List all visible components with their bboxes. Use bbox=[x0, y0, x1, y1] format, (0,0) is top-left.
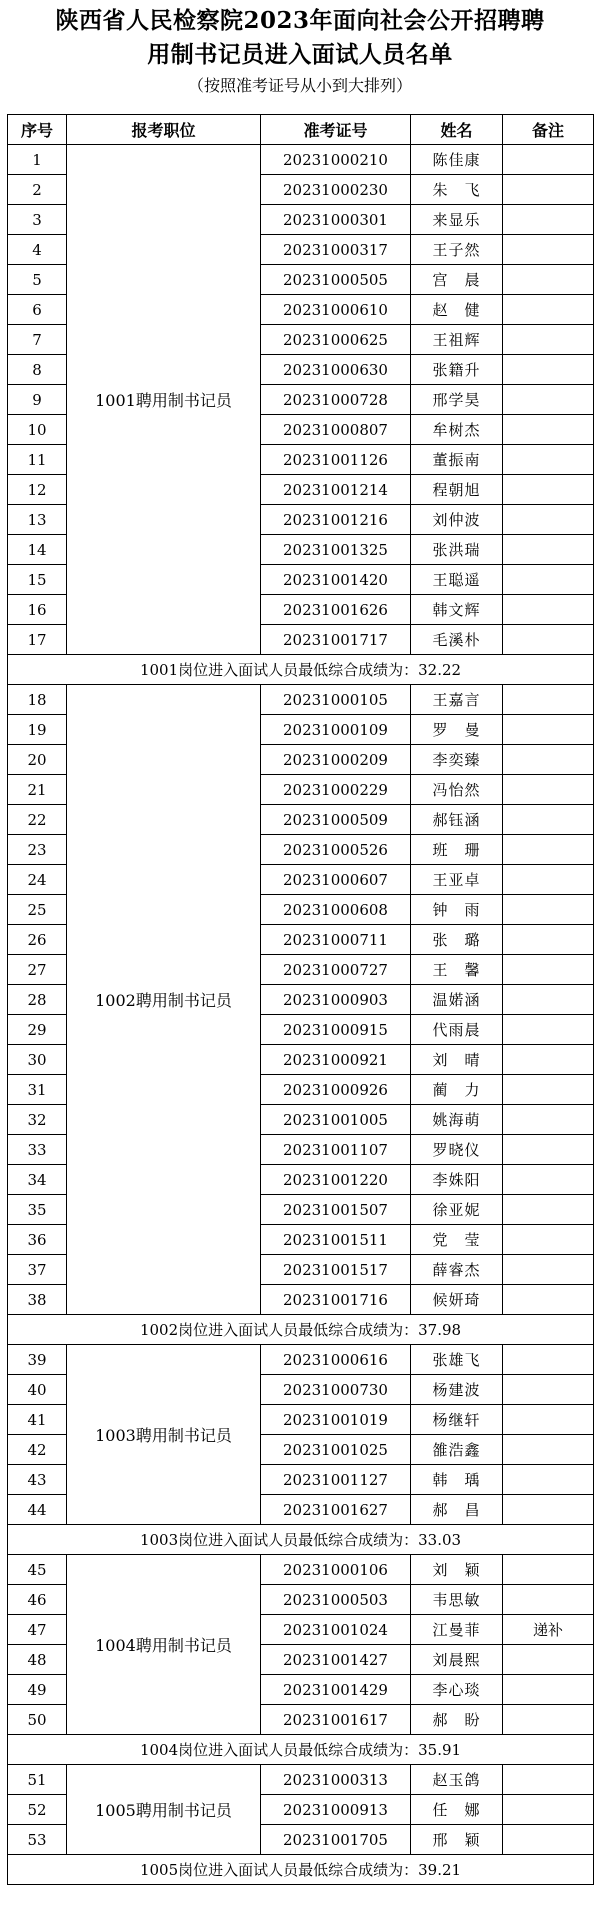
title-line-1: 陕西省人民检察院2023年面向社会公开招聘聘 bbox=[55, 7, 545, 34]
note-cell bbox=[503, 1585, 594, 1615]
exam-id-cell: 20231000728 bbox=[261, 385, 411, 415]
serial-cell: 42 bbox=[8, 1435, 67, 1465]
serial-cell: 26 bbox=[8, 925, 67, 955]
serial-cell: 8 bbox=[8, 355, 67, 385]
candidate-name-cell: 陈佳康 bbox=[411, 145, 503, 175]
serial-cell: 47 bbox=[8, 1615, 67, 1645]
candidate-name-cell: 刘 颖 bbox=[411, 1555, 503, 1585]
candidate-name-cell: 徐亚妮 bbox=[411, 1195, 503, 1225]
position-cell: 1005聘用制书记员 bbox=[67, 1765, 261, 1855]
min-score-summary: 1002岗位进入面试人员最低综合成绩为：37.98 bbox=[8, 1315, 594, 1345]
summary-row bbox=[8, 655, 594, 685]
serial-cell: 2 bbox=[8, 175, 67, 205]
serial-cell: 21 bbox=[8, 775, 67, 805]
exam-id-cell: 20231000109 bbox=[261, 715, 411, 745]
candidate-name-cell: 毛溪朴 bbox=[411, 625, 503, 655]
note-cell bbox=[503, 445, 594, 475]
serial-cell: 35 bbox=[8, 1195, 67, 1225]
exam-id-cell: 20231000608 bbox=[261, 895, 411, 925]
min-score-summary: 1004岗位进入面试人员最低综合成绩为：35.91 bbox=[8, 1735, 594, 1765]
candidate-name-cell: 赵 健 bbox=[411, 295, 503, 325]
serial-cell: 11 bbox=[8, 445, 67, 475]
serial-cell: 5 bbox=[8, 265, 67, 295]
note-cell bbox=[503, 835, 594, 865]
note-cell bbox=[503, 1165, 594, 1195]
candidate-name-cell: 刘 晴 bbox=[411, 1045, 503, 1075]
serial-cell: 40 bbox=[8, 1375, 67, 1405]
table-row bbox=[8, 1765, 594, 1795]
exam-id-cell: 20231001627 bbox=[261, 1495, 411, 1525]
serial-cell: 45 bbox=[8, 1555, 67, 1585]
candidate-name-cell: 王 馨 bbox=[411, 955, 503, 985]
note-cell bbox=[503, 415, 594, 445]
candidate-name-cell: 张洪瑞 bbox=[411, 535, 503, 565]
exam-id-cell: 20231001427 bbox=[261, 1645, 411, 1675]
exam-id-cell: 20231000106 bbox=[261, 1555, 411, 1585]
note-cell bbox=[503, 1795, 594, 1825]
exam-id-cell: 20231001507 bbox=[261, 1195, 411, 1225]
candidate-table bbox=[7, 114, 594, 1885]
candidate-name-cell: 王聪遥 bbox=[411, 565, 503, 595]
serial-cell: 41 bbox=[8, 1405, 67, 1435]
exam-id-cell: 20231001420 bbox=[261, 565, 411, 595]
header-position: 报考职位 bbox=[67, 115, 261, 145]
note-cell bbox=[503, 805, 594, 835]
exam-id-cell: 20231001617 bbox=[261, 1705, 411, 1735]
note-cell bbox=[503, 895, 594, 925]
min-score-summary: 1003岗位进入面试人员最低综合成绩为：33.03 bbox=[8, 1525, 594, 1555]
serial-cell: 3 bbox=[8, 205, 67, 235]
candidate-name-cell: 郝钰涵 bbox=[411, 805, 503, 835]
serial-cell: 37 bbox=[8, 1255, 67, 1285]
serial-cell: 31 bbox=[8, 1075, 67, 1105]
serial-cell: 46 bbox=[8, 1585, 67, 1615]
exam-id-cell: 20231001126 bbox=[261, 445, 411, 475]
note-cell bbox=[503, 985, 594, 1015]
exam-id-cell: 20231000921 bbox=[261, 1045, 411, 1075]
serial-cell: 27 bbox=[8, 955, 67, 985]
serial-cell: 7 bbox=[8, 325, 67, 355]
candidate-name-cell: 张雄飞 bbox=[411, 1345, 503, 1375]
note-cell bbox=[503, 175, 594, 205]
candidate-name-cell: 杨建波 bbox=[411, 1375, 503, 1405]
candidate-name-cell: 王嘉言 bbox=[411, 685, 503, 715]
min-score-summary: 1001岗位进入面试人员最低综合成绩为：32.22 bbox=[8, 655, 594, 685]
serial-cell: 36 bbox=[8, 1225, 67, 1255]
candidate-name-cell: 李奕臻 bbox=[411, 745, 503, 775]
serial-cell: 49 bbox=[8, 1675, 67, 1705]
candidate-name-cell: 韩 瑀 bbox=[411, 1465, 503, 1495]
serial-cell: 20 bbox=[8, 745, 67, 775]
serial-cell: 28 bbox=[8, 985, 67, 1015]
title-line-2: 用制书记员进入面试人员名单 bbox=[147, 41, 453, 68]
table-row bbox=[8, 1345, 594, 1375]
table-body bbox=[8, 145, 594, 1885]
serial-cell: 50 bbox=[8, 1705, 67, 1735]
exam-id-cell: 20231001717 bbox=[261, 625, 411, 655]
candidate-name-cell: 刘晨熙 bbox=[411, 1645, 503, 1675]
candidate-name-cell: 程朝旭 bbox=[411, 475, 503, 505]
serial-cell: 12 bbox=[8, 475, 67, 505]
serial-cell: 25 bbox=[8, 895, 67, 925]
serial-cell: 18 bbox=[8, 685, 67, 715]
note-cell bbox=[503, 595, 594, 625]
note-cell: 递补 bbox=[503, 1615, 594, 1645]
candidate-name-cell: 罗 曼 bbox=[411, 715, 503, 745]
note-cell bbox=[503, 355, 594, 385]
summary-row bbox=[8, 1525, 594, 1555]
note-cell bbox=[503, 1285, 594, 1315]
exam-id-cell: 20231000730 bbox=[261, 1375, 411, 1405]
exam-id-cell: 20231001019 bbox=[261, 1405, 411, 1435]
exam-id-cell: 20231001325 bbox=[261, 535, 411, 565]
exam-id-cell: 20231000317 bbox=[261, 235, 411, 265]
note-cell bbox=[503, 715, 594, 745]
note-cell bbox=[503, 1435, 594, 1465]
exam-id-cell: 20231000727 bbox=[261, 955, 411, 985]
exam-id-cell: 20231001024 bbox=[261, 1615, 411, 1645]
position-cell: 1003聘用制书记员 bbox=[67, 1345, 261, 1525]
candidate-name-cell: 郝 昌 bbox=[411, 1495, 503, 1525]
candidate-name-cell: 董振南 bbox=[411, 445, 503, 475]
candidate-name-cell: 朱 飞 bbox=[411, 175, 503, 205]
note-cell bbox=[503, 865, 594, 895]
position-cell: 1001聘用制书记员 bbox=[67, 145, 261, 655]
note-cell bbox=[503, 1705, 594, 1735]
note-cell bbox=[503, 1675, 594, 1705]
serial-cell: 34 bbox=[8, 1165, 67, 1195]
candidate-name-cell: 蔺 力 bbox=[411, 1075, 503, 1105]
exam-id-cell: 20231000903 bbox=[261, 985, 411, 1015]
exam-id-cell: 20231000313 bbox=[261, 1765, 411, 1795]
exam-id-cell: 20231000210 bbox=[261, 145, 411, 175]
exam-id-cell: 20231001107 bbox=[261, 1135, 411, 1165]
candidate-name-cell: 王子然 bbox=[411, 235, 503, 265]
note-cell bbox=[503, 1765, 594, 1795]
candidate-name-cell: 宫 晨 bbox=[411, 265, 503, 295]
exam-id-cell: 20231000209 bbox=[261, 745, 411, 775]
candidate-name-cell: 薛睿杰 bbox=[411, 1255, 503, 1285]
note-cell bbox=[503, 1015, 594, 1045]
candidate-name-cell: 雒浩鑫 bbox=[411, 1435, 503, 1465]
serial-cell: 43 bbox=[8, 1465, 67, 1495]
note-cell bbox=[503, 775, 594, 805]
serial-cell: 22 bbox=[8, 805, 67, 835]
exam-id-cell: 20231000913 bbox=[261, 1795, 411, 1825]
note-cell bbox=[503, 1105, 594, 1135]
exam-id-cell: 20231001220 bbox=[261, 1165, 411, 1195]
exam-id-cell: 20231001005 bbox=[261, 1105, 411, 1135]
serial-cell: 30 bbox=[8, 1045, 67, 1075]
note-cell bbox=[503, 565, 594, 595]
exam-id-cell: 20231001216 bbox=[261, 505, 411, 535]
note-cell bbox=[503, 505, 594, 535]
candidate-name-cell: 韦思敏 bbox=[411, 1585, 503, 1615]
candidate-name-cell: 班 珊 bbox=[411, 835, 503, 865]
exam-id-cell: 20231000607 bbox=[261, 865, 411, 895]
summary-row bbox=[8, 1315, 594, 1345]
exam-id-cell: 20231001127 bbox=[261, 1465, 411, 1495]
exam-id-cell: 20231001705 bbox=[261, 1825, 411, 1855]
serial-cell: 1 bbox=[8, 145, 67, 175]
candidate-name-cell: 邢学昊 bbox=[411, 385, 503, 415]
note-cell bbox=[503, 535, 594, 565]
document-subtitle: （按照准考证号从小到大排列） bbox=[187, 76, 412, 95]
candidate-name-cell: 李姝阳 bbox=[411, 1165, 503, 1195]
exam-id-cell: 20231000509 bbox=[261, 805, 411, 835]
note-cell bbox=[503, 145, 594, 175]
candidate-name-cell: 李心琰 bbox=[411, 1675, 503, 1705]
candidate-name-cell: 党 莹 bbox=[411, 1225, 503, 1255]
exam-id-cell: 20231001517 bbox=[261, 1255, 411, 1285]
exam-id-cell: 20231000926 bbox=[261, 1075, 411, 1105]
exam-id-cell: 20231000230 bbox=[261, 175, 411, 205]
exam-id-cell: 20231000630 bbox=[261, 355, 411, 385]
candidate-name-cell: 王亚卓 bbox=[411, 865, 503, 895]
min-score-summary: 1005岗位进入面试人员最低综合成绩为：39.21 bbox=[8, 1855, 594, 1885]
exam-id-cell: 20231000610 bbox=[261, 295, 411, 325]
serial-cell: 15 bbox=[8, 565, 67, 595]
note-cell bbox=[503, 685, 594, 715]
serial-cell: 14 bbox=[8, 535, 67, 565]
note-cell bbox=[503, 1045, 594, 1075]
exam-id-cell: 20231001429 bbox=[261, 1675, 411, 1705]
table-row bbox=[8, 1555, 594, 1585]
note-cell bbox=[503, 1135, 594, 1165]
candidate-name-cell: 杨继轩 bbox=[411, 1405, 503, 1435]
candidate-name-cell: 来显乐 bbox=[411, 205, 503, 235]
note-cell bbox=[503, 325, 594, 355]
candidate-name-cell: 郝 盼 bbox=[411, 1705, 503, 1735]
note-cell bbox=[503, 1825, 594, 1855]
note-cell bbox=[503, 475, 594, 505]
serial-cell: 13 bbox=[8, 505, 67, 535]
note-cell bbox=[503, 1195, 594, 1225]
serial-cell: 24 bbox=[8, 865, 67, 895]
note-cell bbox=[503, 1645, 594, 1675]
note-cell bbox=[503, 235, 594, 265]
note-cell bbox=[503, 1495, 594, 1525]
note-cell bbox=[503, 745, 594, 775]
table-row bbox=[8, 685, 594, 715]
header-note: 备注 bbox=[503, 115, 594, 145]
serial-cell: 23 bbox=[8, 835, 67, 865]
exam-id-cell: 20231000105 bbox=[261, 685, 411, 715]
serial-cell: 53 bbox=[8, 1825, 67, 1855]
serial-cell: 16 bbox=[8, 595, 67, 625]
serial-cell: 17 bbox=[8, 625, 67, 655]
note-cell bbox=[503, 265, 594, 295]
candidate-name-cell: 王祖辉 bbox=[411, 325, 503, 355]
serial-cell: 19 bbox=[8, 715, 67, 745]
serial-cell: 32 bbox=[8, 1105, 67, 1135]
note-cell bbox=[503, 1255, 594, 1285]
note-cell bbox=[503, 1225, 594, 1255]
serial-cell: 29 bbox=[8, 1015, 67, 1045]
serial-cell: 33 bbox=[8, 1135, 67, 1165]
candidate-name-cell: 刘仲波 bbox=[411, 505, 503, 535]
candidate-name-cell: 温婼涵 bbox=[411, 985, 503, 1015]
exam-id-cell: 20231000625 bbox=[261, 325, 411, 355]
note-cell bbox=[503, 1075, 594, 1105]
candidate-name-cell: 冯怡然 bbox=[411, 775, 503, 805]
serial-cell: 4 bbox=[8, 235, 67, 265]
serial-cell: 10 bbox=[8, 415, 67, 445]
note-cell bbox=[503, 1555, 594, 1585]
candidate-name-cell: 张籍升 bbox=[411, 355, 503, 385]
note-cell bbox=[503, 1375, 594, 1405]
document-title bbox=[0, 0, 600, 72]
header-serial: 序号 bbox=[8, 115, 67, 145]
note-cell bbox=[503, 385, 594, 415]
exam-id-cell: 20231001511 bbox=[261, 1225, 411, 1255]
exam-id-cell: 20231001214 bbox=[261, 475, 411, 505]
summary-row bbox=[8, 1855, 594, 1885]
header-exam-id: 准考证号 bbox=[261, 115, 411, 145]
exam-id-cell: 20231000503 bbox=[261, 1585, 411, 1615]
exam-id-cell: 20231000915 bbox=[261, 1015, 411, 1045]
note-cell bbox=[503, 955, 594, 985]
note-cell bbox=[503, 625, 594, 655]
candidate-name-cell: 赵玉鸽 bbox=[411, 1765, 503, 1795]
candidate-name-cell: 任 娜 bbox=[411, 1795, 503, 1825]
serial-cell: 48 bbox=[8, 1645, 67, 1675]
exam-id-cell: 20231000505 bbox=[261, 265, 411, 295]
serial-cell: 51 bbox=[8, 1765, 67, 1795]
exam-id-cell: 20231000616 bbox=[261, 1345, 411, 1375]
note-cell bbox=[503, 1405, 594, 1435]
header-name: 姓名 bbox=[411, 115, 503, 145]
serial-cell: 38 bbox=[8, 1285, 67, 1315]
exam-id-cell: 20231000229 bbox=[261, 775, 411, 805]
note-cell bbox=[503, 925, 594, 955]
serial-cell: 39 bbox=[8, 1345, 67, 1375]
exam-id-cell: 20231001025 bbox=[261, 1435, 411, 1465]
serial-cell: 52 bbox=[8, 1795, 67, 1825]
candidate-name-cell: 张 璐 bbox=[411, 925, 503, 955]
exam-id-cell: 20231000526 bbox=[261, 835, 411, 865]
serial-cell: 44 bbox=[8, 1495, 67, 1525]
candidate-name-cell: 罗晓仪 bbox=[411, 1135, 503, 1165]
summary-row bbox=[8, 1735, 594, 1765]
candidate-name-cell: 牟树杰 bbox=[411, 415, 503, 445]
candidate-name-cell: 钟 雨 bbox=[411, 895, 503, 925]
candidate-name-cell: 邢 颖 bbox=[411, 1825, 503, 1855]
serial-cell: 6 bbox=[8, 295, 67, 325]
exam-id-cell: 20231000301 bbox=[261, 205, 411, 235]
exam-id-cell: 20231000711 bbox=[261, 925, 411, 955]
exam-id-cell: 20231001626 bbox=[261, 595, 411, 625]
table-row bbox=[8, 145, 594, 175]
exam-id-cell: 20231001716 bbox=[261, 1285, 411, 1315]
position-cell: 1002聘用制书记员 bbox=[67, 685, 261, 1315]
position-cell: 1004聘用制书记员 bbox=[67, 1555, 261, 1735]
candidate-name-cell: 代雨晨 bbox=[411, 1015, 503, 1045]
candidate-name-cell: 江曼菲 bbox=[411, 1615, 503, 1645]
candidate-name-cell: 候妍琦 bbox=[411, 1285, 503, 1315]
serial-cell: 9 bbox=[8, 385, 67, 415]
candidate-name-cell: 韩文辉 bbox=[411, 595, 503, 625]
candidate-name-cell: 姚海萌 bbox=[411, 1105, 503, 1135]
table-header-row bbox=[8, 115, 594, 145]
note-cell bbox=[503, 205, 594, 235]
note-cell bbox=[503, 1345, 594, 1375]
note-cell bbox=[503, 1465, 594, 1495]
note-cell bbox=[503, 295, 594, 325]
exam-id-cell: 20231000807 bbox=[261, 415, 411, 445]
